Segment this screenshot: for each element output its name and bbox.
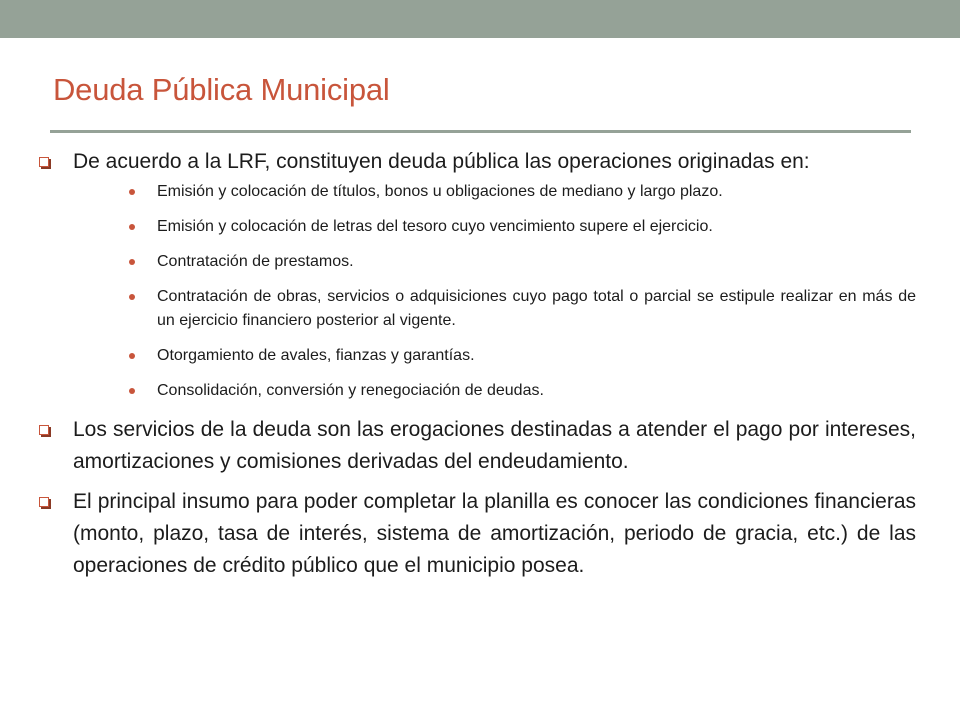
sub-bullet-item — [73, 344, 916, 368]
sub-bullet-item — [73, 285, 916, 333]
dot-bullet-icon — [129, 388, 135, 394]
dot-bullet-icon — [129, 259, 135, 265]
square-bullet-icon — [39, 157, 49, 167]
sub-bullet-item — [73, 250, 916, 274]
sub-bullet-item — [73, 180, 916, 204]
sub-bullet-text: Contratación de prestamos. — [157, 253, 354, 270]
title-divider — [50, 130, 911, 133]
main-bullet-item — [36, 414, 916, 478]
main-bullet-item — [36, 486, 916, 582]
dot-bullet-icon — [129, 224, 135, 230]
dot-bullet-icon — [129, 189, 135, 195]
top-banner — [0, 0, 960, 38]
sub-bullet-text: Otorgamiento de avales, fianzas y garantías. — [157, 347, 475, 364]
main-bullet-text: El principal insumo para poder completar la planilla es conocer las condiciones financieras (monto, plazo, tasa de interés, sistema de amortización, periodo de gracia, etc.) de las operaciones de crédito público que el municipio posea. — [73, 490, 916, 577]
sub-bullet-text: Emisión y colocación de letras del tesoro cuyo vencimiento supere el ejercicio. — [157, 218, 713, 235]
slide-title: Deuda Pública Municipal — [53, 72, 390, 107]
sub-bullet-text: Emisión y colocación de títulos, bonos u obligaciones de mediano y largo plazo. — [157, 183, 723, 200]
sub-bullet-text: Contratación de obras, servicios o adquisiciones cuyo pago total o parcial se estipule realizar en más de un ejercicio financiero posterior al vigente. — [157, 288, 916, 329]
sub-bullet-item — [73, 215, 916, 239]
square-bullet-icon — [39, 497, 49, 507]
sub-bullet-item — [73, 379, 916, 403]
dot-bullet-icon — [129, 294, 135, 300]
slide-content — [36, 146, 916, 590]
square-bullet-icon — [39, 425, 49, 435]
main-bullet-text: Los servicios de la deuda son las erogaciones destinadas a atender el pago por intereses, amortizaciones y comisiones derivadas del endeudamiento. — [73, 418, 916, 473]
sub-bullet-list — [73, 180, 916, 403]
main-bullet-item — [36, 146, 916, 403]
sub-bullet-text: Consolidación, conversión y renegociación de deudas. — [157, 382, 544, 399]
main-bullet-text: De acuerdo a la LRF, constituyen deuda pública las operaciones originadas en: — [73, 150, 810, 173]
dot-bullet-icon — [129, 353, 135, 359]
